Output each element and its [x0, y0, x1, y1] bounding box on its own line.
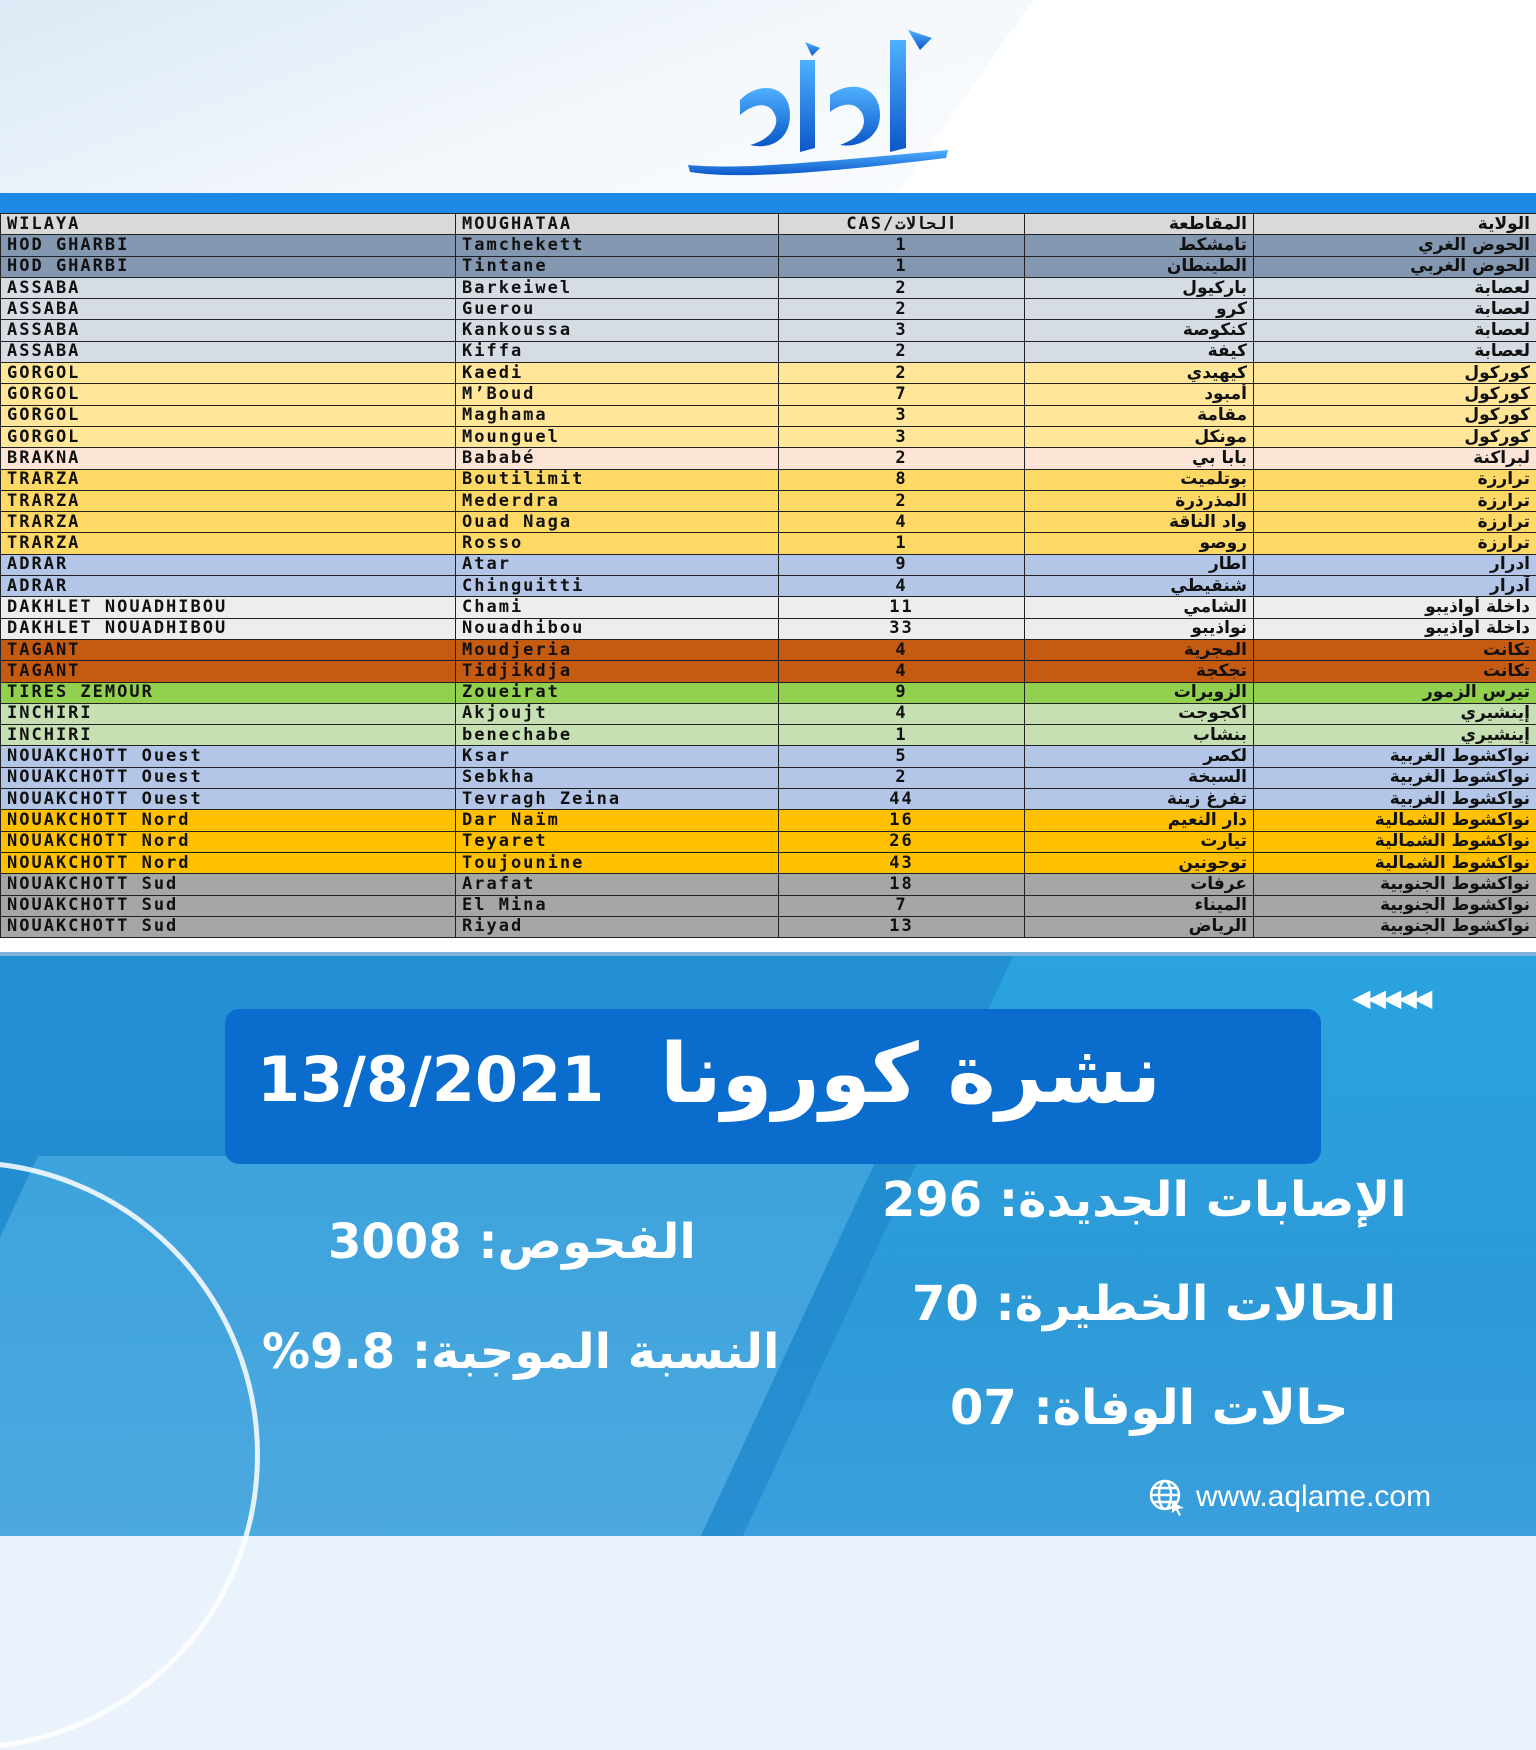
cell-cases: 4 [779, 703, 1025, 724]
cell-cases: 2 [779, 363, 1025, 384]
cell-moughataa: Boutilimit [456, 469, 779, 490]
cell-moughataa-ar: مقامة [1025, 405, 1254, 426]
table-row [1, 767, 1536, 788]
cell-moughataa: Barkeiwel [456, 277, 779, 298]
cell-cases: 4 [779, 639, 1025, 660]
cell-moughataa-ar: لكصر [1025, 746, 1254, 767]
cell-cases: 1 [779, 256, 1025, 277]
cell-moughataa: Kiffa [456, 341, 779, 362]
cell-moughataa-ar: الشامي [1025, 597, 1254, 618]
cell-moughataa-ar: تجكجة [1025, 661, 1254, 682]
cell-moughataa: Ksar [456, 746, 779, 767]
cell-wilaya: TRARZA [1, 512, 456, 533]
cell-wilaya: TAGANT [1, 661, 456, 682]
cell-moughataa: Guerou [456, 299, 779, 320]
stat-new-cases [882, 1172, 1407, 1228]
table-row [1, 618, 1536, 639]
table-row [1, 448, 1536, 469]
logo-icon [680, 20, 960, 180]
cell-moughataa-ar: تامشكط [1025, 235, 1254, 256]
cell-wilaya-ar: ترارزة [1254, 512, 1536, 533]
stat-tests [328, 1214, 696, 1270]
table-row [1, 405, 1536, 426]
cell-cases: 4 [779, 576, 1025, 597]
cell-cases: 2 [779, 490, 1025, 511]
cell-cases: 3 [779, 426, 1025, 447]
cell-wilaya-ar: كوركول [1254, 426, 1536, 447]
cell-cases: 26 [779, 831, 1025, 852]
cell-cases: 2 [779, 341, 1025, 362]
cell-moughataa-ar: نواذيبو [1025, 618, 1254, 639]
cell-wilaya-ar: الحوض الغربي [1254, 256, 1536, 277]
cell-cases: 1 [779, 235, 1025, 256]
header-moughataa: MOUGHATAA [456, 214, 779, 235]
table-row [1, 895, 1536, 916]
table-row [1, 256, 1536, 277]
cell-cases: 18 [779, 874, 1025, 895]
arrows-icon: ◀◀◀◀◀ [1352, 984, 1429, 1012]
stat-positivity [262, 1324, 779, 1380]
cell-wilaya-ar: كوركول [1254, 405, 1536, 426]
table-row [1, 597, 1536, 618]
cell-wilaya-ar: تيرس الزمور [1254, 682, 1536, 703]
cell-wilaya-ar: داخلة أواذيبو [1254, 597, 1536, 618]
cell-cases: 16 [779, 810, 1025, 831]
cell-cases: 1 [779, 725, 1025, 746]
cell-wilaya-ar: آدرار [1254, 554, 1536, 575]
cell-wilaya-ar: لبراكنة [1254, 448, 1536, 469]
cell-wilaya: DAKHLET NOUADHIBOU [1, 618, 456, 639]
cell-wilaya: GORGOL [1, 384, 456, 405]
cell-wilaya: NOUAKCHOTT Ouest [1, 789, 456, 810]
stat-label: الإصابات الجديدة: [999, 1172, 1407, 1228]
cell-moughataa: El Mina [456, 895, 779, 916]
table-row [1, 852, 1536, 873]
header-wilaya: WILAYA [1, 214, 456, 235]
table-row [1, 916, 1536, 937]
logo-text: أقلام [680, 20, 683, 21]
stat-label: الحالات الخطيرة: [996, 1276, 1397, 1332]
stat-label: الفحوص: [478, 1214, 695, 1270]
cell-cases: 4 [779, 661, 1025, 682]
cell-moughataa: Tevragh Zeina [456, 789, 779, 810]
cell-wilaya: NOUAKCHOTT Nord [1, 831, 456, 852]
cell-wilaya: TRARZA [1, 533, 456, 554]
stat-value: 3008 [328, 1214, 462, 1270]
cell-cases: 7 [779, 895, 1025, 916]
cell-moughataa: Sebkha [456, 767, 779, 788]
table-row [1, 277, 1536, 298]
table-row [1, 789, 1536, 810]
cell-cases: 3 [779, 405, 1025, 426]
cell-moughataa-ar: تيارت [1025, 831, 1254, 852]
cell-cases: 9 [779, 554, 1025, 575]
cell-wilaya: NOUAKCHOTT Nord [1, 852, 456, 873]
cell-wilaya: INCHIRI [1, 725, 456, 746]
cell-wilaya: BRAKNA [1, 448, 456, 469]
cell-wilaya-ar: آدرار [1254, 576, 1536, 597]
cell-moughataa: Kankoussa [456, 320, 779, 341]
cell-wilaya: GORGOL [1, 363, 456, 384]
cell-cases: 44 [779, 789, 1025, 810]
cell-wilaya-ar: لعصابة [1254, 341, 1536, 362]
bulletin-title: نشرة كورونا [660, 1027, 1161, 1122]
cell-cases: 4 [779, 512, 1025, 533]
stat-critical [912, 1276, 1396, 1332]
cell-moughataa: Bababé [456, 448, 779, 469]
cell-cases: 9 [779, 682, 1025, 703]
cell-cases: 33 [779, 618, 1025, 639]
cell-wilaya-ar: تكانت [1254, 661, 1536, 682]
cell-moughataa: Chinguitti [456, 576, 779, 597]
cell-moughataa: Ouad Naga [456, 512, 779, 533]
cell-cases: 7 [779, 384, 1025, 405]
cell-wilaya-ar: نواكشوط الجنوبية [1254, 874, 1536, 895]
cell-moughataa-ar: كنكوصة [1025, 320, 1254, 341]
cell-moughataa: Atar [456, 554, 779, 575]
cell-wilaya: HOD GHARBI [1, 235, 456, 256]
cell-moughataa-ar: واد الناقة [1025, 512, 1254, 533]
cell-moughataa-ar: المجرية [1025, 639, 1254, 660]
cell-moughataa: Arafat [456, 874, 779, 895]
cell-cases: 11 [779, 597, 1025, 618]
cell-wilaya: ADRAR [1, 554, 456, 575]
cell-moughataa: Rosso [456, 533, 779, 554]
cell-moughataa-ar: السبخة [1025, 767, 1254, 788]
cell-wilaya: TRARZA [1, 490, 456, 511]
cell-wilaya-ar: ترارزة [1254, 469, 1536, 490]
cases-table [0, 213, 1536, 938]
website-link[interactable] [1148, 1478, 1431, 1516]
cell-wilaya: TRARZA [1, 469, 456, 490]
table-body [1, 235, 1536, 938]
cell-moughataa: Tidjikdja [456, 661, 779, 682]
cell-wilaya: INCHIRI [1, 703, 456, 724]
cell-moughataa: Akjoujt [456, 703, 779, 724]
cell-wilaya: NOUAKCHOTT Ouest [1, 767, 456, 788]
cell-moughataa: Tintane [456, 256, 779, 277]
table-row [1, 639, 1536, 660]
cell-moughataa: Teyaret [456, 831, 779, 852]
cell-moughataa-ar: توجونين [1025, 852, 1254, 873]
cell-wilaya: NOUAKCHOTT Sud [1, 916, 456, 937]
cell-moughataa-ar: المذرذرة [1025, 490, 1254, 511]
table-row [1, 831, 1536, 852]
stat-label: النسبة الموجبة: [412, 1324, 780, 1380]
cell-wilaya-ar: لعصابة [1254, 320, 1536, 341]
cell-moughataa: Kaedi [456, 363, 779, 384]
table-row [1, 341, 1536, 362]
cell-moughataa-ar: بوتلميت [1025, 469, 1254, 490]
table-row [1, 320, 1536, 341]
cell-wilaya: GORGOL [1, 405, 456, 426]
table-row [1, 533, 1536, 554]
cell-wilaya: NOUAKCHOTT Ouest [1, 746, 456, 767]
cell-moughataa-ar: الزويرات [1025, 682, 1254, 703]
cell-wilaya: ASSABA [1, 299, 456, 320]
cases-table-container [0, 213, 1536, 956]
cell-cases: 3 [779, 320, 1025, 341]
header-wilaya-ar: الولاية [1254, 214, 1536, 235]
globe-icon [1148, 1478, 1186, 1516]
cell-moughataa: M’Boud [456, 384, 779, 405]
stat-deaths [950, 1380, 1348, 1436]
cell-moughataa-ar: كيفة [1025, 341, 1254, 362]
website-text[interactable]: www.aqlame.com [1196, 1480, 1431, 1514]
cell-moughataa: Tamchekett [456, 235, 779, 256]
table-row [1, 490, 1536, 511]
cell-wilaya-ar: إينشيري [1254, 703, 1536, 724]
cell-moughataa: Moudjeria [456, 639, 779, 660]
table-row [1, 384, 1536, 405]
cell-moughataa-ar: كرو [1025, 299, 1254, 320]
cell-cases: 43 [779, 852, 1025, 873]
cell-wilaya-ar: كوركول [1254, 363, 1536, 384]
cell-moughataa: Mounguel [456, 426, 779, 447]
cell-wilaya-ar: كوركول [1254, 384, 1536, 405]
cell-cases: 2 [779, 277, 1025, 298]
cell-cases: 13 [779, 916, 1025, 937]
cell-wilaya-ar: نواكشوط الشمالية [1254, 810, 1536, 831]
cell-wilaya: ASSABA [1, 341, 456, 362]
cell-wilaya: GORGOL [1, 426, 456, 447]
table-row [1, 682, 1536, 703]
table-row [1, 725, 1536, 746]
cell-wilaya: TIRES ZEMOUR [1, 682, 456, 703]
cell-wilaya-ar: الحوض الغري [1254, 235, 1536, 256]
cell-wilaya: ADRAR [1, 576, 456, 597]
logo [680, 20, 960, 180]
cell-moughataa-ar: كيهيدي [1025, 363, 1254, 384]
cell-moughataa-ar: أكجوجت [1025, 703, 1254, 724]
stat-value: %9.8 [262, 1324, 395, 1380]
cell-moughataa-ar: مونكل [1025, 426, 1254, 447]
cell-moughataa-ar: بنشاب [1025, 725, 1254, 746]
cell-moughataa: Chami [456, 597, 779, 618]
cell-moughataa: Nouadhibou [456, 618, 779, 639]
cell-wilaya-ar: نواكشوط الغربية [1254, 767, 1536, 788]
table-row [1, 874, 1536, 895]
cell-wilaya-ar: نواكشوط الغربية [1254, 746, 1536, 767]
cell-wilaya-ar: نواكشوط الغربية [1254, 789, 1536, 810]
cell-wilaya-ar: نواكشوط الشمالية [1254, 831, 1536, 852]
cell-moughataa-ar: شنقيطي [1025, 576, 1254, 597]
table-row [1, 661, 1536, 682]
cell-wilaya: NOUAKCHOTT Sud [1, 874, 456, 895]
cell-moughataa: benechabe [456, 725, 779, 746]
cell-wilaya: NOUAKCHOTT Nord [1, 810, 456, 831]
stat-label: حالات الوفاة: [1034, 1380, 1349, 1436]
cell-cases: 5 [779, 746, 1025, 767]
stat-value: 07 [950, 1380, 1017, 1436]
table-row [1, 426, 1536, 447]
table-row [1, 469, 1536, 490]
table-row [1, 299, 1536, 320]
title-box [225, 1009, 1321, 1164]
cell-wilaya-ar: لعصابة [1254, 299, 1536, 320]
cell-moughataa: Mederdra [456, 490, 779, 511]
cell-moughataa: Maghama [456, 405, 779, 426]
cell-moughataa: Toujounine [456, 852, 779, 873]
cell-moughataa-ar: تفرغ زينة [1025, 789, 1254, 810]
table-row [1, 512, 1536, 533]
cell-moughataa-ar: الطينطان [1025, 256, 1254, 277]
cell-cases: 1 [779, 533, 1025, 554]
cell-cases: 2 [779, 448, 1025, 469]
cell-moughataa-ar: روصو [1025, 533, 1254, 554]
cell-cases: 2 [779, 299, 1025, 320]
cell-moughataa: Riyad [456, 916, 779, 937]
cell-wilaya: ASSABA [1, 277, 456, 298]
cell-wilaya-ar: تكانت [1254, 639, 1536, 660]
cell-wilaya-ar: إينشيري [1254, 725, 1536, 746]
cell-moughataa-ar: باركيول [1025, 277, 1254, 298]
stat-value: 296 [882, 1172, 982, 1228]
cell-wilaya-ar: نواكشوط الجنوبية [1254, 895, 1536, 916]
table-row [1, 703, 1536, 724]
cell-wilaya-ar: داخلة أواذيبو [1254, 618, 1536, 639]
cell-moughataa-ar: الرياض [1025, 916, 1254, 937]
cell-wilaya: NOUAKCHOTT Sud [1, 895, 456, 916]
cell-wilaya-ar: ترارزة [1254, 490, 1536, 511]
table-row [1, 554, 1536, 575]
header [0, 0, 1536, 193]
cell-moughataa-ar: أطار [1025, 554, 1254, 575]
cell-moughataa-ar: دار النعيم [1025, 810, 1254, 831]
cell-wilaya: HOD GHARBI [1, 256, 456, 277]
stat-value: 70 [912, 1276, 979, 1332]
header-bar [0, 193, 1536, 213]
cell-cases: 8 [779, 469, 1025, 490]
cell-moughataa-ar: الميناء [1025, 895, 1254, 916]
bulletin-date: 13/8/2021 [257, 1043, 604, 1116]
cell-cases: 2 [779, 767, 1025, 788]
cell-moughataa: Zoueirat [456, 682, 779, 703]
header-moughataa-ar: المقاطعة [1025, 214, 1254, 235]
cell-wilaya-ar: ترارزة [1254, 533, 1536, 554]
cell-moughataa-ar: أمبود [1025, 384, 1254, 405]
cell-moughataa: Dar Naïm [456, 810, 779, 831]
cell-moughataa-ar: بابا بي [1025, 448, 1254, 469]
table-row [1, 363, 1536, 384]
cell-wilaya: TAGANT [1, 639, 456, 660]
table-header-row [1, 214, 1536, 235]
table-row [1, 810, 1536, 831]
header-cases: CAS/الحالات [779, 214, 1025, 235]
cell-wilaya-ar: نواكشوط الشمالية [1254, 852, 1536, 873]
cell-wilaya-ar: لعصابة [1254, 277, 1536, 298]
table-row [1, 576, 1536, 597]
cell-moughataa-ar: عرفات [1025, 874, 1254, 895]
cell-wilaya-ar: نواكشوط الجنوبية [1254, 916, 1536, 937]
table-row [1, 746, 1536, 767]
cell-wilaya: DAKHLET NOUADHIBOU [1, 597, 456, 618]
cell-wilaya: ASSABA [1, 320, 456, 341]
table-row [1, 235, 1536, 256]
